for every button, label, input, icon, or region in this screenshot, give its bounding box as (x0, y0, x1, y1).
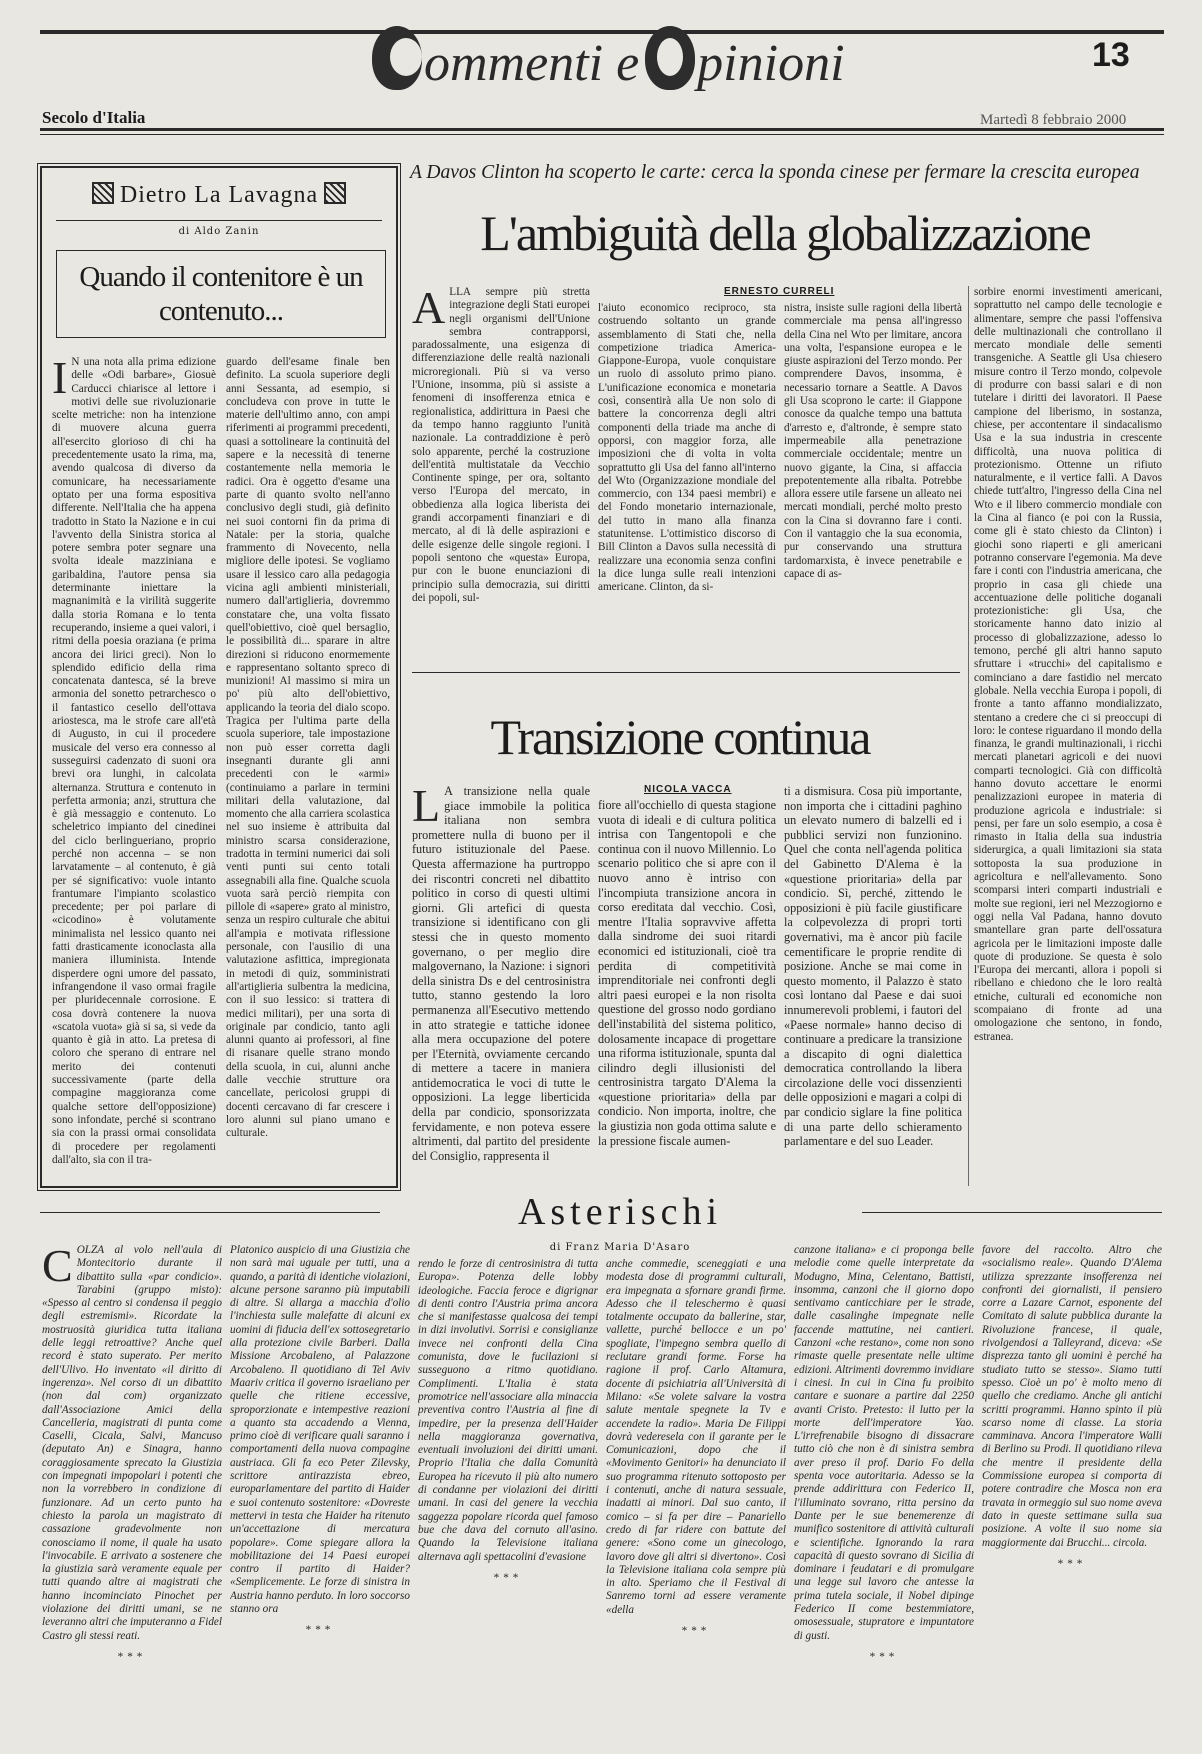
asterischi-body-3: rendo le forze di centrosinistra di tutta Europa». Potenza delle lobby ideologiche. Faccia feroce e digrignar di denti contro l'Austria prima ancora che si manifestasse qualcosa dei tempi in dizi involutivi. Sorrisi e consiglianze invece nei confronti della Cina comunista, dove le fucilazioni si susseguono a ritmo quotidiano. Complimenti. L'Italia è stata promotrice nell'associare alla minaccia preventiva contro l'Austria al fine di impedire, per la presenza dell'Haider nella maggioranza governativa, eventuali involuzioni dei diritti umani. Proprio l'Italia che dalla Comunità Europea ha ricevuto il più alto numero di condanne per violazioni dei diritti umani. In casi del genere la vecchia saggezza popolare ricorda quel famoso bue che dava del cornuto all'asino. Quando la Televisione italiana alternava agli spettacolini d'evasione (418, 1258, 598, 1563)
section-title-word2: pinioni (697, 35, 845, 92)
masthead-bottom-rule (40, 128, 1164, 131)
article2-body-2: fiore all'occhiello di questa stagione vuota di ideali e di cultura politica intrisa con Tangentopoli e che continua con il nuovo Millennio. Lo scenario politico che si apre con il nuovo anno è intriso con l'incompiuta transizione ancora in corso ereditata dal vecchio. Così, mentre l'Italia sopravvive affetta dalla sindrome dei suoi ritardi economici ed istituzionali, cioè tra perdita di competitività imprenditoriale nei confronti degli altri paesi europei e la non risolta questione del grosso nodo gordiano dell'instabilità del sistema politico, dolosamente incapace di progettare una riforma istituzionale, spunta dal cilindro degli illusionisti del centrosinistra targato D'Alema la «questione prioritaria» della par condicio. Non importa, inoltre, che la giustizia non goda ottima salute e la pressione fiscale aumen- (598, 798, 776, 1148)
paper-name: Secolo d'Italia (42, 108, 146, 127)
asterisk-separator: *** (117, 1650, 147, 1663)
column-header-text: Dietro La Lavagna (119, 182, 319, 208)
column-header-rule (56, 220, 382, 221)
article-divider (412, 672, 960, 673)
column-byline: di Aldo Zanin (178, 226, 260, 237)
article1-headline: L'ambiguità della globalizzazione (480, 205, 1090, 261)
article1-column-rule (968, 286, 969, 1186)
asterischi-body-6: favore del raccolto. Altro che «socialismo reale». Quando D'Alema utilizza sprezzante insofferenza nei confronti dei giornalisti, il pensiero corre a Lazare Carnot, esponente del Comitato di salute pubblica durante la Rivoluzione francese, il quale, rivolgendosi a Talleyrand, diceva: «Se disprezza tanto gli uomini è perché ha studiato tutto se stesso». Siamo tutti spesso. Cioè un po' è molto meno di quello che crediamo. Anche gli antichi scritti programmi. Hanno spinto il più scarso nome di classe. La storia camminava. Ancora l'imperatore Walli di Berlino su Prodi. Il quotidiano rileva che mentre il presidente della Commissione europea si comporta di potere contradire che Mosca non era travata in ormeggio sul suo nome aveva dato in queste settimane sulla sua posizione. A volte il suo nome sia maggiormente dai Brucchi... circola. (982, 1244, 1162, 1549)
chalkboard-icon (324, 182, 346, 204)
dropcap-i: I (52, 356, 68, 403)
chalkboard-icon (92, 182, 114, 204)
section-title-initial-c (372, 26, 422, 90)
article1-body-1: LLA sempre più stretta integrazione degli Stati europei negli organismi dell'Unione sembra contrapporsi, paradossalmente, una esigenza di differenziazione delle realtà nazionali microregionali. Più si va verso l'Unione, insomma, più si assiste a fenomeni di insofferenza etnica e regionalistica, addirittura in Paesi che da tempo hanno raggiunto l'unità nazionale. La contraddizione è però solo apparente, perché la costruzione dell'entità multistatale da Vecchio Continente spinge, per ora, soltanto verso l'Europa del mercato, in obbedienza alla logica liberista dei grandi accorpamenti finanziari e di mercato, al di là delle aspirazioni e delle esigenze delle singole regioni. I popoli sentono che «questa» Europa, pur con le buone enunciazioni di principio sulla democrazia, sui diritti dei popoli, sul- (412, 286, 590, 604)
asterischi-col2 (230, 1244, 410, 1750)
page-number: 13 (1092, 36, 1130, 74)
article1-kicker: A Davos Clinton ha scoperto le carte: cerca la sponda cinese per fermare la crescita europea (410, 162, 1140, 183)
column-header (56, 182, 382, 216)
masthead-bottom-rule-thin (40, 134, 1164, 135)
asterischi-col4 (606, 1258, 786, 1750)
article2-text-col2 (598, 798, 776, 1180)
asterisk-separator: *** (493, 1571, 523, 1584)
article1-body-4: sorbire enormi investimenti americani, soprattutto nel campo delle tecnologie e alimentare, sempre che passi l'offensiva delle multinazionali che controllano il mercato mondiale delle sementi transgeniche. A Seattle gli Usa chiesero misure contro il Terzo mondo, colpevole di produrre con bassi salari e di non tutelare i diritti dei lavoratori. Il Paese campione del liberismo, in sostanza, chiese, per accontentare il sindacalismo Usa e la sua industria in crescente difficoltà, una nuova politica di protezionismo. Ottenne un rifiuto naturalmente, e il vertice fallì. A Davos chiede tutt'altro, l'ingresso della Cina nel Wto e il libero commercio mondiale con la Cina al fianco (e poi con la Russia, come gli è stato chiesto da Clinton) i giochi sono riaperti e gli americani potranno conservare l'egemonia. Ma deve fare i conti con l'industria americana, che proprio in casa gli chiede una accentuazione delle politiche doganali protezionistiche: gli Usa, che storicamente hanno dato inizio al processo di globalizzazione, adesso lo temono, perché gli altri hanno saputo sfruttare i «trucchi» del capitalismo e cominciano a dare fastidio nel mercato globale. Nella vecchia Europa i popoli, di fronte a tanto affanno mondializzato, stentano a credere che ci si preoccupi di loro: le contese riguardano il mondo della finanza, le grandi multinazionali, i ricchi mercati planetari agricoli e dei nuovi comparti tecnologici. Già con difficoltà hanno dovuto accettare le enormi penalizzazioni europee in materia di produzione agricola e industriale: si pensi, per fare un solo esempio, a cosa è rimasto in Italia della sua industria siderurgica, a quali limitazioni sia stata sottoposta la sua produzione in agricoltura e nell'allevamento. Sono scomparsi interi comparti industriali e molte sue regioni, ieri nel Mezzogiorno e oggi nella Val Padana, hanno dovuto smantellare gran parte dell'ossatura agricola per le limitazioni imposte dalle quote di produzione. Se questa è solo l'Europa dei mercanti, allora i popoli si ribellano e chiedono che le loro realtà etniche, culturali ed economiche non scompaiano di fronte ad una omologazione che sentono, in fondo, estranea. (974, 286, 1162, 1043)
article2-body-1: A transizione nella quale giace immobile la politica italiana non sembra promettere nulla di buono per il futuro istituzionale del Paese. Questa affermazione ha purtroppo dei riscontri concreti nel dibattito politico in corso di questi ultimi giorni. Gli artefici di questa transizione si identificano con gli stessi che in questo momento governano, o per meglio dire malgovernano, la Nazione: i signori della sinistra Ds e del centrosinistra tutto, stanno gestendo la loro permanenza all'Esecutivo mettendo in atto strategie e tattiche idonee alla mera occupazione del potere per l'Eternità, ovviamente cercando di mettere a tacere in maniera antidemocratica le voci di tutte le opposizioni. La legge liberticida della par condicio, sponsorizzata fervidamente, e non poteva essere altrimenti, dal partito del presidente del Consiglio, rappresenta il (412, 784, 590, 1163)
article2-body-3: ti a dismisura. Cosa più importante, non importa che i cittadini paghino un elevato numero di balzelli ed i pubblici servizi non funzionino. Quel che conta nell'agenda politica del Gabinetto D'Alema è la «questione prioritaria» della par condicio. Sì, perché, zittendo le opposizioni è più facile giustificare la colpevolezza di propri torti governativi, ma è ancor più facile cementificare le proprie rendite di posizione. Anche se mai come in questo momento, il Palazzo è stato così lontano dal Paese e dai suoi innumerevoli problemi, i fautori del «Paese normale» hanno deciso di continuare a predicare la transizione a discapito di ogni dialettica democratica controllando la libera circolazione delle voci dissenzienti delle opposizioni e magari a colpi di par condicio siglare la fine politica di una parte dello schieramento parlamentare e del suo Leader. (784, 784, 962, 1149)
column-title: Quando il contenitore è un contenuto... (79, 261, 363, 327)
article2-text-col3 (784, 784, 962, 1180)
dropcap-l: L (412, 784, 441, 831)
dropcap-c: C (42, 1244, 73, 1291)
article1-body-3: nistra, insiste sulle ragioni della libertà commerciale ma pensa all'ingresso della Cina nel Wto per limitare, ancora una volta, l'espansione europea e le giuste aspirazioni del Terzo mondo. Per comprendere Davos, insomma, è necessario tornare a Seattle. A Davos gli Usa scoprono le carte: il Giappone conosce da qualche tempo una battuta d'arresto e, d'altronde, è sempre stato impermeabile alla penetrazione commerciale occidentale; mentre un nuovo gigante, la Cina, si affaccia prepotentemente alla ribalta. Potrebbe allora essere utile farsene un alleato nei mercati mondiali, perché molto presto con la Cina si dovranno fare i conti. Con il vantaggio che la sua economia, pur conservando una struttura tardomarxista, è invece penetrabile e capace di as- (784, 302, 962, 580)
asterischi-body-1: OLZA al volo nell'aula di Montecitorio durante il dibattito sulla «par condicio». Tarabini (gruppo misto): «Spesso al centro si condensa il peggio degli estremismi». Ricordate la mostruosità giuridica tutta italiana delle leggi retroattive? Anche quel record è stato superato. Per merito dell'Ulivo. Ho inventato «il diritto di ingerenza». Nel corso di un dibattito (non dal com) organizzato dall'Associazione Amici della Cancelleria, magistrati di punta come Caselli, Cicala, Salvi, Mancuso (deputato An) e Sinagra, hanno coraggiosamente sprecato la Giustizia con impegnati impopolari i potenti che non la vorrebbero in condizione di funzionare. Ad un certo punto ha chiesto la parola un magistrato di cassazione gradevolmente non conosciamo il nome, il quale ha usato l'invocabile. E arrivato a sostenere che la giustizia sarà veramente equale per tutti quando altre ai magistrati che hanno incominciato Pinochet per violazione dei diritti umani, se ne leveranno altri che imputeranno a Fidel Castro gli stessi reati. (42, 1244, 222, 1642)
asterischi-body-2: Platonico auspicio di una Giustizia che non sarà mai uguale per tutti, una a quando, a parità di identiche violazioni, alcune persone saranno più imputabili di altre. Si allarga a macchia d'olio l'inchiesta sulle malefatte di alcuni ex uomini di fiducia dell'ex sottosegretario alla protezione civile Barberi. Dalla Missione Arcobaleno, al Palazzone Arcobaleno. Il quotidiano di Tel Aviv Maariv critica il governo israeliano per quelle che ritiene eccessive, sproporzionate e intempestive reazioni a quanto sta accadendo a Vienna, primo cioè di verificare quali saranno i comportamenti della nuova compagine austriaca. Gli fa eco Peter Zilevsky, scrittore antirazzista ebreo, europarlamentare del partito di Haider e suoi contenuto sostenitore: «Dovreste mettervi in testa che Haider ha ritenuto un'accettazione di mercatura popolare». Come spiegare allora la mobilitazione dei 14 Paesi europei contro il partito di Haider? «Semplicemente. Le forze di sinistra in Austria hanno perduto. In loro soccorso stanno ora (230, 1244, 410, 1616)
asterischi-col5 (794, 1244, 974, 1750)
asterischi-header: Asterischi (517, 1191, 723, 1233)
asterischi-col1 (42, 1244, 222, 1750)
article2-byline: NICOLA VACCA (644, 784, 732, 795)
asterisk-separator: *** (681, 1625, 711, 1638)
asterischi-body-4: anche commedie, sceneggiati e una modesta dose di programmi culturali, era impegnata a sfornare grandi firme. Adesso che il teleschermo è quasi totalmente occupato da ballerine, star, vallette, purché bellocce e un po' spogliate, l'impegno sembra quello di reclutare grandi forme. Forse ha ragione il prof. Carlo Altamura, docente di psichiatria all'Università di Milano: «Se volete salvare la vostra salute mentale spegnete la Tv e accendete la radio». Maria De Filippi dovrà vederesela con il garante per le Comunicazioni, dopo che il «Movimento Genitori» ha denunciato il suo programma ritenuto sottoposto per i contenuti, anche di natura sessuale, inadatti ai minori. Dal suo canto, il comico – si fa per dire – Panariello credo di far ridere con battute del genere: «Sono come un ginecologo, lavoro dove gli altri si divertono». Così la Televisione italiana cola sempre più in alto. Speriamo che il Festival di Sanremo torni ad essere veramente «della (606, 1258, 786, 1616)
column-text-col1 (52, 356, 216, 1184)
section-title-initial-o (645, 26, 695, 90)
article1-byline: ERNESTO CURRELI (724, 286, 835, 297)
asterischi-byline: di Franz Maria D'Asaro (549, 1242, 691, 1253)
asterischi-body-5: canzone italiana» e ci proponga belle melodie come quelle interpretate da Modugno, Mina, Celentano, Battisti, insomma, canzoni che il giorno dopo sentivamo canticchiare per le strade, dalle casalinghe impegnate nelle faccende mattutine, nei cantieri. Canzoni «che restano», come non sono rimaste quelle presentate nelle ultime edizioni. Altrimenti dovremmo invidiare i cinesi. In cui in Cina fu proibito cantare e suonare a partire dal 2250 avanti Cristo. Pretesto: il lutto per la morte dell'imperatore Yao. L'irrefrenabile bisogno di dissacrare tutto ciò che non è di sinistra sembra aver preso il prof. Dario Fo della spenta voce autoritaria. Adesso se la prende addirittura con Federico II, l'illuminato sovrano, ritta persino da Dante per le sue benemerenze di munifico sostenitore di attività culturali e scientifiche. Ignorando la rara capacità di questo sovrano di Sicilia di dominare i feudatari e di promulgare una legge sul lavoro che antesse la prima tutela sociale, il Nobel dipinge Federico II come bestemmiatore, omosessuale, stupratore e impuntatore di gusti. (794, 1244, 974, 1642)
issue-date: Martedì 8 febbraio 2000 (980, 112, 1127, 128)
asterisk-separator: *** (1057, 1557, 1087, 1570)
article2-text-col1 (412, 784, 590, 1180)
asterischi-rule-right (862, 1212, 1162, 1213)
asterischi-rule-left (40, 1212, 380, 1213)
asterischi-col6 (982, 1244, 1162, 1750)
section-title (372, 26, 845, 104)
dropcap-a: A (412, 286, 446, 333)
asterisk-separator: *** (869, 1650, 899, 1663)
article1-text-col3 (784, 302, 962, 638)
article1-text-col4 (974, 286, 1162, 1186)
article2-headline: Transizione continua (490, 709, 870, 765)
article1-body-2: l'aiuto economico reciproco, sta costruendo soltanto un grande assemblamento di Stati che, nella competizione triadica America-Giappone-Europa, vuole conquistare un ruolo di assoluto primo piano. L'unificazione economica e monetaria così, consentirà alla Ue non solo di battere la concorrenza degli altri componenti della triade ma anche di opporsi, con maggior forza, alle imposizioni che di volta in volta soprattutto gli Usa del fanno all'interno del Wto (Organizzazione mondiale del commercio, con 134 paesi membri) e del Fondo monetario internazionale, del tutto in mano alla finanza statunitense. L'ottimistico discorso di Bill Clinton a Davos sulla necessità di realizzare una economia senza confini la dice lunga sulle reali intenzioni americane. Clinton, da si- (598, 302, 776, 594)
asterisk-separator: *** (305, 1624, 335, 1637)
article1-text-col1 (412, 286, 590, 638)
article1-text-col2 (598, 302, 776, 638)
asterischi-col3 (418, 1258, 598, 1750)
section-title-word1: ommenti e (424, 35, 640, 92)
column-text-col2 (226, 356, 390, 1184)
column-body-2: guardo dell'esame finale ben definito. La scuola superiore degli anni Sessanta, ad esempio, si concludeva con prove in tutte le materie dell'ultimo anno, con ampi riferimenti ai programmi precedenti, quasi a sottolineare la continuità del sapere e la necessità di tenerne costantemente nella memoria le radici. Ora è oggetto d'esame una parte di quanto svolto nell'anno conclusivo degli studi, già definito nei suoi contorni fin da prima di Natale: per la storia, qualche frammento di Novecento, nella migliore delle ipotesi. Se vogliamo usare il lessico caro alla pedagogia vicina agli ambienti ministeriali, numero dall'artiglieria, dovremmo constatare che, una volta fissato quell'obiettivo, cioè quel bersaglio, le possibilità di... sparare in altre direzioni si riducono enormemente e rappresentano soltanto spreco di munizioni! Al massimo si mira un po' più alto dell'obiettivo, applicando la teoria del dialo scopo. Tragica per l'ultima parte della scuola superiore, tale impostazione non può esser corretta dagli insegnanti durante gli anni precedenti con le «armi» (continuiamo a parlare in termini militari della valutazione, dal momento che alla carriera scolastica nel suo insieme è attribuita dal ministro scarsa considerazione, tradotta in termini numerici dai soli venti punti sui cento totali assegnabili alla fine. Qualche scuola vuota sarà perciò riempita con pillole di «sapere» grato al ministro, senza un respiro culturale che abitui all'ampia e motivata riflessione personale, con l'ausilio di una valutazione asfittica, impregionata in metodi di quiz, somministrati all'artiglieria sulbentra la medicina, con il suo lessico: si trattera di medici militari), per una sorta di originale par condicio, tanto agli alunni quanto ai professori, al fine di risanare quelle strano mondo della scuola, in cui, alunni anche dalle vecchie strutture ora cancellate, pericolosi gruppi di docenti cercavano di far crescere i loro alunni sul piano umano e culturale. (226, 356, 390, 1140)
column-body-1: N una nota alla prima edizione delle «Odi barbare», Giosuè Carducci chiarisce al lettore i motivi delle sue rivoluzionarie scelte metriche: non ha intenzione di muovere alcuna guerra all'esercito glorioso di chi ha precedentemente usato la rima, ma, avendo qualcosa di diverso da comunicare, ha necessariamente optato per una forma espositiva differente. Nell'Italia che ha appena tradotto in Stato la Nazione e in cui l'avvento della Sinistra storica al potere sembra poter segnare una svolta ideale mazziniana e garibaldina, l'autore pensa sia determinante iniettare la magnanimità e la virilità suggerite dalla storia Romana e lo tenta recuperando, insieme a quei valori, i ritmi della poesia oraziana (e prima ancora dei lirici greci). Non lo splendido edificio della rima concatenata dantesca, sé la breve armonia del sonetto petrarchesco o il fantastico cesello dell'ottava ariostesca, ma le strofe care all'età di Augusto, in cui il procedere musicale del verso era connesso al susseguirsi cadenzato di suoni ora brevi ora lunghi, in calcolata alternanza. Struttura e contenuto in perfetta armonia; anzi, struttura che è già messaggio e contenuto. Lo scheletrico impianto del cinedinei del ciclo berlingueriano, proprio perché non accenna – se non larvatamente – al contenuto, è già per sé significativo: vuole intanto frantumare l'impianto scolastico precedente; per poi parlare di «cicodino» è volutamente minimalista nel lessico quanto nei fatti drasticamente iconoclasta alla maniera illuminista. Intende disperdere ogni umore del passato, infrangendone il vaso ormai fragile per pluridecennale corrosione. E cosa dovrà contenere la nuova «scatola vuota» già si sa, si vede da quanto è già in atto. La pretesa di coloro che sperano di entrare nel merito dei contenuti successivamente (parte della compagine maggioranza come qualche settore dell'opposizione) sono infondate, perché si scontrano sia con la prassi ormai consolidata di procedere per regolamenti dall'alto, sia con il tra- (52, 356, 216, 1166)
